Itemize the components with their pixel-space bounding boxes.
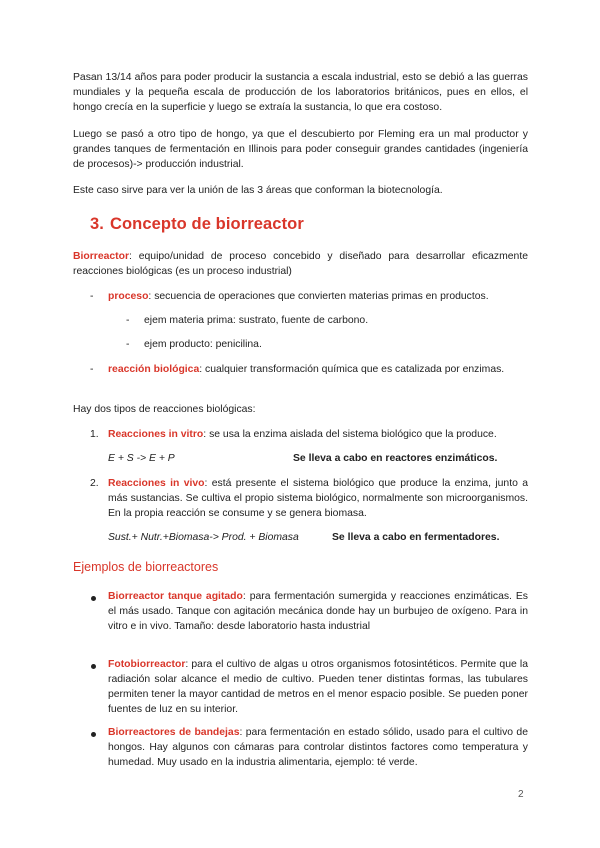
- bullet-icon: [91, 596, 96, 601]
- dash-marker: -: [90, 291, 94, 302]
- section-title: Concepto de biorreactor: [109, 215, 304, 233]
- types-intro: Hay dos tipos de reacciones biológicas:: [73, 404, 256, 415]
- paragraph-biotech: Este caso sirve para ver la unión de las 3 áreas que conforman la biotecnología.: [73, 185, 443, 196]
- in-vivo-text: : está presente el sistema biológico que produce la enzima, junto a más sustancias. Se cultiva el propio sistema biológico, normalmente son microorganismos. En la propia reacción se consume y se genera biomasa.: [108, 478, 528, 519]
- bullet-icon: [91, 664, 96, 669]
- example-bandejas: [108, 725, 528, 770]
- paragraph-intro: Pasan 13/14 años para poder producir la sustancia a escala industrial, esto se debió a las guerras mundiales y la pequeña escala de producción de los laboratorios británicos, pues en ellos, el hongo crecía en la superficie y luego se extraía la sustancia, lo que era costoso.: [73, 72, 528, 113]
- item-number: 2.: [90, 478, 99, 489]
- proceso-text: : secuencia de operaciones que convierten materias primas en productos.: [148, 291, 489, 302]
- proceso-term: proceso: [108, 291, 149, 302]
- equation-in-vitro-result: Se lleva a cabo en reactores enzimáticos.: [293, 453, 498, 464]
- tanque-term: Biorreactor tanque agitado: [108, 591, 243, 602]
- bandejas-term: Biorreactores de bandejas: [108, 727, 240, 738]
- equation-in-vivo: Sust.+ Nutr.+Biomasa-> Prod. + Biomasa: [108, 532, 299, 543]
- paragraph-fleming: Luego se pasó a otro tipo de hongo, ya que el descubierto por Fleming era un mal productor y grandes tanques de fermentación en Illinois para poder conseguir grandes cantidades (ingeniería de procesos)-> producción industrial.: [73, 129, 528, 170]
- list-item-proceso: [108, 289, 528, 304]
- section-heading: [90, 215, 304, 234]
- in-vivo-term: Reacciones in vivo: [108, 478, 205, 489]
- bandejas-text: : para fermentación en estado sólido, usado para el cultivo de hongos. Hay algunos con cámaras para controlar distintos factores como temperatura y humedad. Muy usado en la industria alimentaria, ejemplo: té verde.: [108, 727, 528, 768]
- equation-in-vivo-result: Se lleva a cabo en fermentadores.: [332, 532, 500, 543]
- example-fotobiorreactor: [108, 657, 528, 717]
- page-number: 2: [518, 789, 524, 800]
- definition-term: Biorreactor: [73, 251, 130, 262]
- list-item-reaccion: [108, 362, 528, 377]
- dash-marker: -: [126, 315, 130, 326]
- fotobiorreactor-text: : para el cultivo de algas u otros organismos fotosintéticos. Permite que la radiación solar alcance el medio de cultivo. Pueden tener distintas formas, las tubulares permiten tener la mayor cantidad de metros en el menor espacio posible. Se pueden poner fuentes de luz en su interior.: [108, 659, 528, 715]
- definition-text: : equipo/unidad de proceso concebido y diseñado para desarrollar eficazmente reacciones biológicas (es un proceso industrial): [73, 251, 528, 277]
- sub-item-materia: ejem materia prima: sustrato, fuente de carbono.: [144, 315, 369, 326]
- examples-heading: Ejemplos de biorreactores: [73, 560, 219, 574]
- in-vitro-text: : se usa la enzima aislada del sistema biológico que la produce.: [203, 429, 497, 440]
- in-vitro-term: Reacciones in vitro: [108, 429, 204, 440]
- tanque-text: : para fermentación sumergida y reacciones enzimáticas. Es el más usado. Tanque con agitación mecánica donde hay un burbujeo de oxígeno. Para in vitro e in vivo. Tamaño: desde laboratorio hasta industrial: [108, 591, 528, 632]
- dash-marker: -: [126, 339, 130, 350]
- list-item-in-vitro: [108, 427, 528, 442]
- item-number: 1.: [90, 429, 99, 440]
- list-item-in-vivo: [108, 476, 528, 521]
- sub-item-producto: ejem producto: penicilina.: [144, 339, 262, 350]
- definition-paragraph: [73, 249, 528, 279]
- fotobiorreactor-term: Fotobiorreactor: [108, 659, 186, 670]
- dash-marker: -: [90, 364, 94, 375]
- equation-in-vitro: E + S -> E + P: [108, 453, 175, 464]
- reaccion-text: : cualquier transformación química que es catalizada por enzimas.: [199, 364, 505, 375]
- example-tanque-agitado: [108, 589, 528, 634]
- reaccion-term: reacción biológica: [108, 364, 200, 375]
- bullet-icon: [91, 732, 96, 737]
- section-number: 3.: [90, 215, 104, 233]
